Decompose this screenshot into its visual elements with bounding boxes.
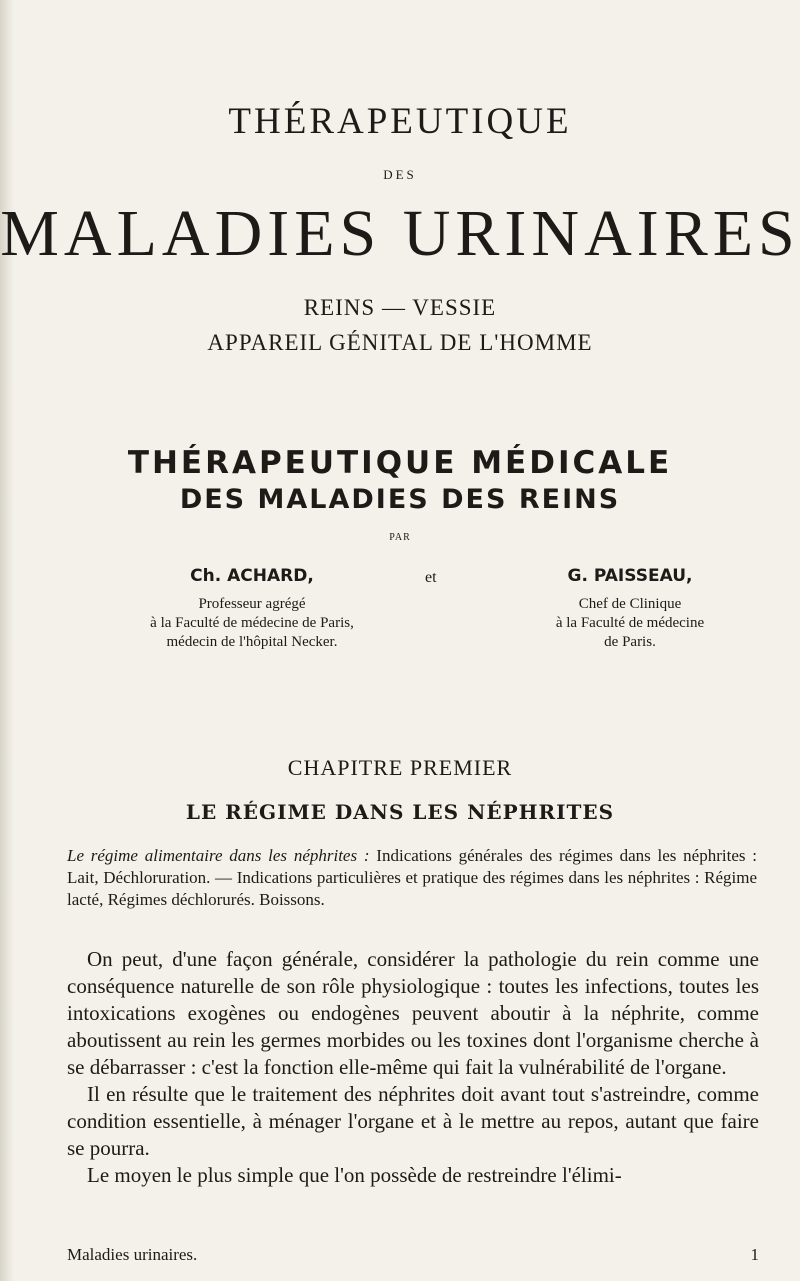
author-conjunction: et (425, 569, 437, 586)
author-achard-line3: médecin de l'hôpital Necker. (166, 634, 338, 650)
title-maladies-urinaires: MALADIES URINAIRES (0, 197, 800, 270)
title-therapeutique: THÉRAPEUTIQUE (228, 101, 572, 142)
author-paisseau-line1: Chef de Clinique (578, 596, 682, 612)
chapter-label: CHAPITRE PREMIER (287, 755, 513, 780)
author-achard-line2: à la Faculté de médecine de Paris, (150, 615, 354, 631)
page-edge-shadow (0, 0, 14, 1281)
author-paisseau (500, 567, 760, 652)
footer-signature: Maladies urinaires. (67, 1245, 198, 1264)
author-paisseau-line3: de Paris. (604, 634, 656, 650)
chapter-title: LE RÉGIME DANS LES NÉPHRITES (185, 800, 615, 824)
title-des: DES (383, 167, 417, 182)
chapter-abstract (67, 845, 757, 911)
abstract-italic: Le régime alimentaire dans les néphrites : (67, 846, 370, 865)
author-achard-line1: Professeur agrégé (198, 596, 306, 612)
footer-sheet-number: 1 (750, 1245, 759, 1264)
title-appareil-genital: APPAREIL GÉNITAL DE L'HOMME (207, 330, 593, 355)
body-paragraph-2: Il en résulte que le traitement des néphrites doit avant tout s'astreindre, comme condition essentielle, à ménager l'organe et à le mettre au repos, autant que faire se pourra. (67, 1082, 759, 1160)
heading-therapeutique-medicale: THÉRAPEUTIQUE MÉDICALE (127, 445, 673, 481)
author-achard-name: Ch. ACHARD, (190, 566, 314, 586)
page-footer (67, 1245, 759, 1265)
heading-par: PAR (389, 532, 411, 543)
author-paisseau-line2: à la Faculté de médecine (555, 615, 705, 631)
body-text (67, 946, 759, 1189)
body-paragraph-1: On peut, d'une façon générale, considérer la pathologie du rein comme une conséquence naturelle de son rôle physiologique : toutes les infections, toutes les intoxications exogènes ou endogènes peuvent aboutir à la néphrite, comme aboutissent au rein les germes morbides ou les toxines dont l'organisme cherche à se débarrasser : c'est la fonction elle-même qui fait la vulnérabilité de l'organe. (67, 947, 759, 1079)
title-reins-vessie: REINS — VESSIE (303, 295, 497, 320)
author-paisseau-name: G. PAISSEAU, (567, 566, 693, 586)
author-achard (112, 567, 392, 652)
heading-maladies-des-reins: DES MALADIES DES REINS (179, 484, 621, 515)
abstract-text: Indications générales des régimes dans les néphrites : Lait, Déchloruration. — Indications particulières et pratique des régimes dans les néphrites : Régime lacté, Régimes déchlorurés. Boissons. (67, 846, 757, 909)
body-paragraph-3: Le moyen le plus simple que l'on possède de restreindre l'élimi- (87, 1163, 622, 1187)
